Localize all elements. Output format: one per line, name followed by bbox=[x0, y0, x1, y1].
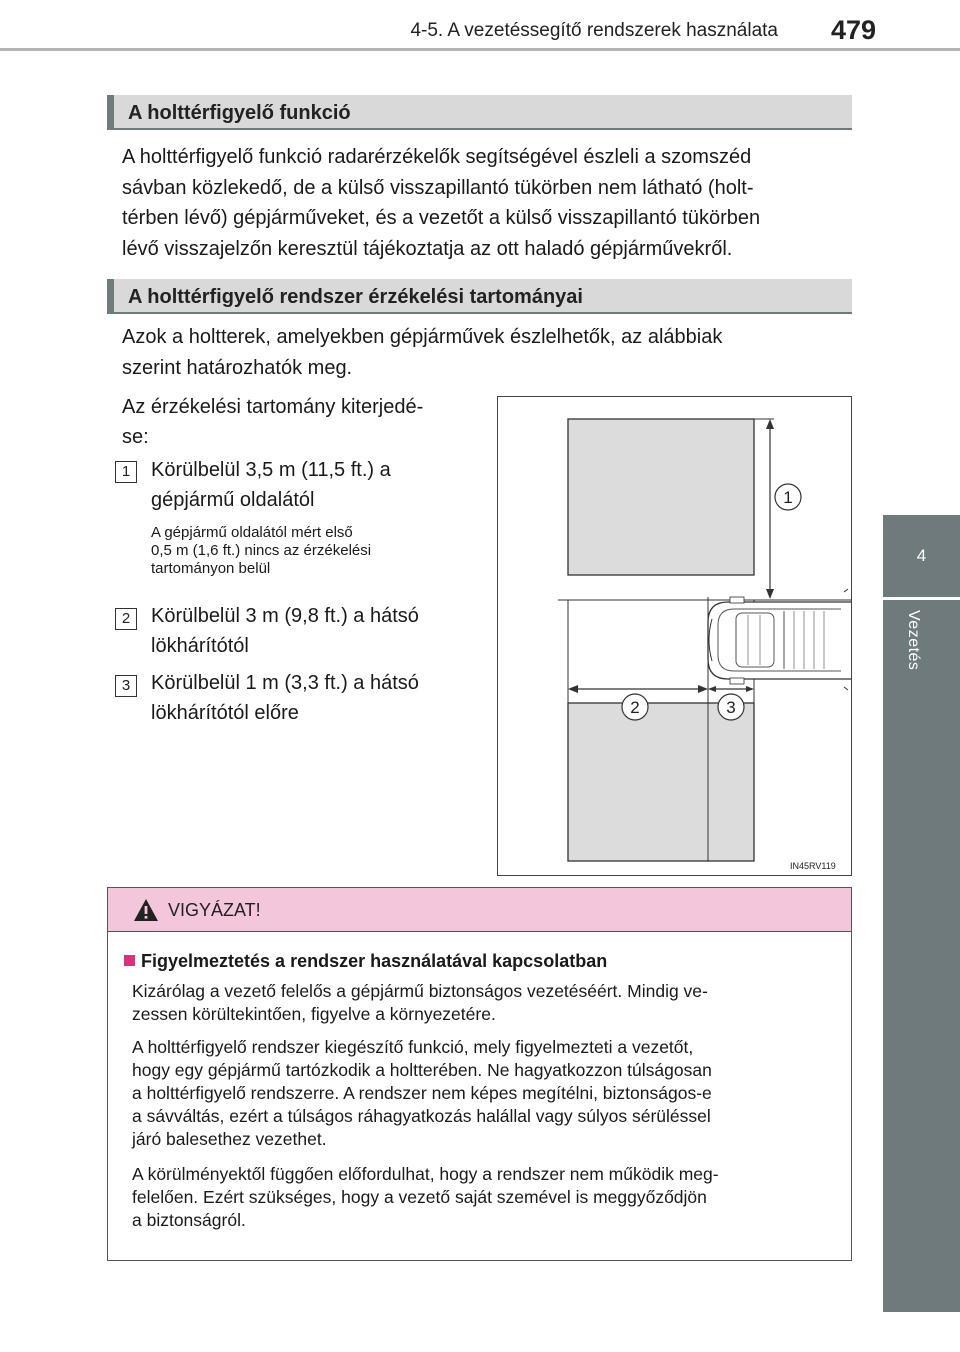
paragraph-line: szerint határozhatók meg. bbox=[122, 356, 353, 379]
warning-line: A holttérfigyelő rendszer kiegészítő funkció, mely figyelmezteti a vezetőt, bbox=[132, 1037, 694, 1057]
detection-range-figure bbox=[497, 396, 852, 876]
warning-paragraph-2 bbox=[132, 1036, 838, 1151]
paragraph-line: Azok a holtterek, amelyekben gépjárművek észlelhetők, az alábbiak bbox=[122, 326, 723, 348]
rear-detection-zone bbox=[568, 703, 754, 861]
range-item-1 bbox=[151, 455, 391, 515]
item-line: Körülbelül 3,5 m (11,5 ft.) a bbox=[151, 459, 391, 481]
header-divider bbox=[0, 48, 960, 51]
callout-1-label: 1 bbox=[783, 488, 793, 507]
warning-line: felelően. Ezért szükséges, hogy a vezető saját szemével is meggyőződjön bbox=[132, 1187, 707, 1207]
note-line: tartományon belül bbox=[151, 560, 271, 577]
chapter-label: Vezetés bbox=[905, 610, 922, 671]
warning-line: A körülményektől függően előfordulhat, hogy a rendszer nem működik meg- bbox=[132, 1164, 719, 1184]
section-heading-blind-spot-function: A holttérfigyelő funkció bbox=[107, 95, 852, 130]
item-number-3: 3 bbox=[115, 675, 137, 697]
arrowhead-left bbox=[568, 685, 578, 693]
range-note bbox=[151, 524, 479, 578]
item-line: gépjármű oldalától bbox=[151, 489, 315, 511]
paragraph-line: térben lévő) gépjárműveket, és a vezetőt a külső visszapillantó tükörben bbox=[122, 207, 761, 229]
chapter-tab: 4 bbox=[883, 515, 960, 597]
paragraph-line: A holttérfigyelő funkció radarérzékelők segítségével észleli a szomszéd bbox=[122, 146, 752, 168]
warning-title: VIGYÁZAT! bbox=[168, 900, 261, 920]
warning-header bbox=[108, 888, 851, 932]
warning-line: zessen körültekintően, figyelve a környezetére. bbox=[132, 1004, 496, 1024]
callout-2-label: 2 bbox=[630, 698, 640, 717]
warning-line: Kizárólag a vezető felelős a gépjármű biztonságos vezetéséért. Mindig ve- bbox=[132, 981, 708, 1001]
detection-range-diagram bbox=[498, 397, 851, 875]
range-intro-line: Az érzékelési tartomány kiterjedé- bbox=[122, 396, 424, 418]
warning-paragraph-3 bbox=[132, 1163, 838, 1232]
item-line: lökhárítótól bbox=[151, 635, 249, 657]
range-intro-line: se: bbox=[122, 426, 149, 448]
paragraph-line: sávban közlekedő, de a külső visszapillantó tükörben nem látható (holt- bbox=[122, 176, 754, 199]
range-item-2 bbox=[151, 601, 419, 661]
item-line: Körülbelül 3 m (9,8 ft.) a hátsó bbox=[151, 605, 419, 627]
section1-paragraph bbox=[122, 142, 852, 264]
item-number-1: 1 bbox=[115, 461, 137, 483]
warning-line: hogy egy gépjármű tartózkodik a holtterében. Ne hagyatkozzon túlságosan bbox=[132, 1060, 712, 1080]
page-number: 479 bbox=[830, 15, 876, 45]
warning-subheading bbox=[124, 951, 607, 972]
chapter-strip bbox=[883, 600, 960, 1312]
warning-box bbox=[107, 887, 852, 1261]
figure-code: IN45RV119 bbox=[790, 861, 836, 871]
header-section-title: 4-5. A vezetéssegítő rendszerek használata bbox=[410, 20, 778, 41]
paragraph-line: lévő visszajelzőn keresztül tájékoztatja az ott haladó gépjárművekről. bbox=[122, 237, 733, 260]
warning-triangle-icon bbox=[133, 898, 159, 922]
section2-intro bbox=[122, 322, 852, 383]
vehicle-top-view bbox=[708, 589, 851, 690]
warning-subheading-text: Figyelmeztetés a rendszer használatával kapcsolatban bbox=[141, 951, 608, 971]
arrowhead-left-3 bbox=[708, 686, 716, 692]
item-line: lökhárítótól előre bbox=[151, 702, 299, 724]
range-item-3 bbox=[151, 668, 419, 728]
arrowhead-right bbox=[698, 685, 708, 693]
callout-3-label: 3 bbox=[726, 698, 736, 717]
side-detection-zone bbox=[568, 419, 754, 575]
warning-line: járó balesethez vezethet. bbox=[132, 1129, 327, 1149]
section-heading-detection-ranges: A holttérfigyelő rendszer érzékelési tartományai bbox=[107, 279, 852, 314]
arrowhead-right-3 bbox=[746, 686, 754, 692]
warning-line: a holttérfigyelő rendszerre. A rendszer nem képes megítélni, biztonságos-e bbox=[132, 1083, 712, 1103]
bullet-square-icon bbox=[124, 955, 135, 966]
note-line: A gépjármű oldalától mért első bbox=[151, 524, 353, 541]
item-line: Körülbelül 1 m (3,3 ft.) a hátsó bbox=[151, 672, 419, 694]
note-line: 0,5 m (1,6 ft.) nincs az érzékelési bbox=[151, 542, 372, 559]
arrowhead-up bbox=[766, 419, 774, 429]
warning-paragraph-1 bbox=[132, 980, 838, 1026]
range-intro bbox=[122, 392, 423, 452]
warning-line: a biztonságról. bbox=[132, 1210, 246, 1230]
warning-line: a sávváltás, ezért a túlságos ráhagyatkozás halállal vagy súlyos sérüléssel bbox=[132, 1106, 711, 1126]
item-number-2: 2 bbox=[115, 608, 137, 630]
arrowhead-down bbox=[766, 589, 774, 599]
